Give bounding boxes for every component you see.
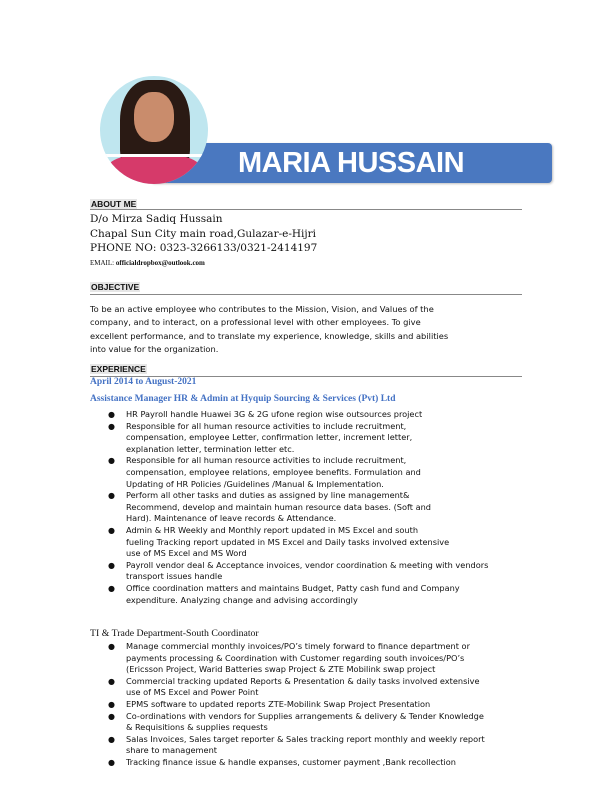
bullet-icon: ●	[108, 699, 115, 709]
photo-face-shape	[134, 92, 174, 142]
list-item: ● HR Payroll handle Huawei 3G & 2G ufone region wise outsources project	[108, 409, 423, 419]
role-1-duties	[108, 409, 533, 606]
list-item: ● Responsible for all human resource activities to include recruitment, compensation, employee Letter, confirmation letter, increment letter, explanation letter, termination letter etc.	[108, 420, 413, 454]
name-banner	[150, 143, 552, 183]
bullet-icon: ●	[108, 676, 115, 686]
candidate-name: MARIA HUSSAIN	[238, 147, 465, 179]
list-item: ● Tracking finance issue & handle expanses, customer payment ,Bank recollection	[108, 756, 456, 767]
role-title-1: Assistance Manager HR & Admin at Hyquip Sourcing & Services (Pvt) Ltd	[90, 394, 396, 404]
bullet-icon: ●	[108, 734, 115, 744]
about-heading: ABOUT ME	[91, 199, 137, 209]
about-rule	[90, 209, 522, 210]
list-item: ● Office coordination matters and maintains Budget, Patty cash fund and Company expenditure. Analyzing change and advising accordingly	[108, 582, 460, 605]
objective-line: into value for the organization.	[90, 344, 219, 355]
bullet-icon: ●	[108, 560, 115, 570]
list-item: ● Manage commercial monthly invoices/PO’s timely forward to finance department or payments processing & Coordination with Customer regarding south invoices/PO’s (Ericsson Project, Warid Batteries swap Project & ZTE Mobilink swap project	[108, 641, 470, 675]
about-parent: D/o Mirza Sadiq Hussain	[90, 213, 223, 225]
experience-heading: EXPERIENCE	[91, 364, 146, 374]
email-value[interactable]: officialdropbox@outlook.com	[115, 258, 205, 267]
list-item: ● EPMS software to updated reports ZTE-Mobilink Swap Project Presentation	[108, 698, 431, 709]
list-item: ● Payroll vendor deal & Acceptance invoices, vendor coordination & meeting with vendors transport issues handle	[108, 559, 489, 582]
bullet-icon: ●	[108, 711, 115, 721]
list-item: ● Co-ordinations with vendors for Supplies arrangements & delivery & Tender Knowledge & Requisitions & supplies requests	[108, 710, 484, 733]
bullet-icon: ●	[108, 410, 115, 419]
about-block	[90, 212, 317, 270]
bullet-icon: ●	[108, 583, 115, 593]
about-address: Chapal Sun City main road,Gulazar-e-Hijri	[90, 227, 317, 240]
role-2-duties	[108, 641, 533, 769]
list-item: ● Salas Invoices, Sales target reporter & Sales tracking report monthly and weekly report share to management	[108, 733, 485, 756]
role-title-2: TI & Trade Department-South Coordinator	[90, 628, 259, 639]
experience-period: April 2014 to August-2021	[90, 377, 197, 387]
photo-clothing-shape	[106, 154, 202, 184]
bullet-icon: ●	[108, 491, 115, 501]
list-item: ● Commercial tracking updated Reports & Presentation & daily tasks involved extensive use of MS Excel and Power Point	[108, 675, 480, 698]
about-email-line	[90, 256, 317, 271]
bullet-icon: ●	[108, 525, 115, 535]
email-label: EMAIL:	[90, 258, 115, 267]
bullet-icon: ●	[108, 757, 115, 767]
profile-photo	[100, 76, 208, 184]
list-item: ● Admin & HR Weekly and Monthly report updated in MS Excel and south fueling Tracking report updated in MS Excel and Daily tasks involved extensive use of MS Excel and MS Word	[108, 524, 450, 559]
objective-line: company, and to interact, on a professional level with other employees. To give	[90, 317, 421, 328]
objective-line: To be an active employee who contributes to the Mission, Vision, and Values of the	[90, 304, 434, 314]
bullet-icon: ●	[108, 421, 115, 431]
objective-line: excellent performance, and to translate my experience, knowledge, skills and abilities	[90, 330, 449, 341]
bullet-icon: ●	[108, 642, 115, 651]
objective-heading: OBJECTIVE	[91, 282, 140, 292]
bullet-icon: ●	[108, 456, 115, 466]
about-phone: PHONE NO: 0323-3266133/0321-2414197	[90, 242, 318, 254]
objective-rule	[90, 294, 522, 295]
list-item: ● Responsible for all human resource activities to include recruitment, compensation, employee relations, employee benefits. Formulation and Updating of HR Policies /Guidelines /Manual & Implementation.	[108, 455, 421, 489]
list-item: ● Perform all other tasks and duties as assigned by line management& Recommend, develop and maintain human resource data bases. (Soft and Hard). Maintenance of leave records & Attendance.	[108, 490, 431, 524]
objective-text	[90, 303, 510, 357]
photo-divider	[100, 154, 208, 157]
